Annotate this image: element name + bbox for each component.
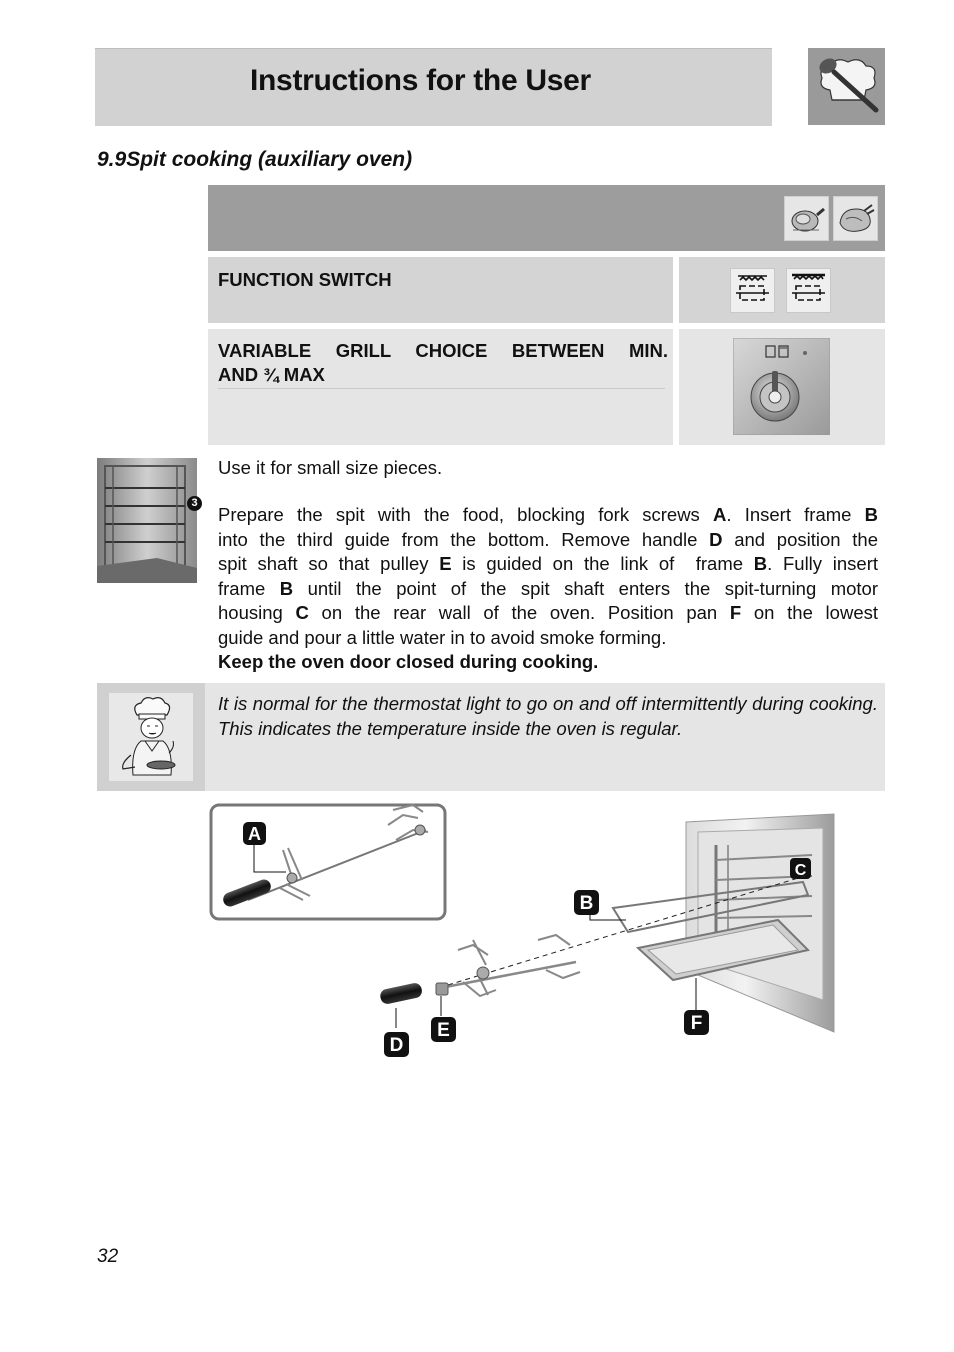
instruction-line <box>218 626 878 651</box>
callout-c-text: C <box>794 862 807 879</box>
page-title: Instructions for the User <box>250 64 591 97</box>
chicken-icon <box>833 196 878 241</box>
instruction-text: until the point of the spit shaft enters the spit-turning motor <box>293 577 878 599</box>
oven-shelf-guides-icon <box>97 458 197 583</box>
part-reference: C <box>295 602 309 623</box>
instruction-text: . Insert frame <box>726 504 865 525</box>
part-reference: B <box>753 553 768 574</box>
instruction-text: on the rear wall of the oven. Position pan <box>308 602 730 623</box>
oven-knob-icon <box>733 338 830 435</box>
instruction-line <box>218 503 878 528</box>
instruction-line <box>218 601 878 626</box>
part-reference: E <box>439 553 452 574</box>
callout-b-text: B <box>579 893 594 914</box>
part-reference: B <box>279 577 294 599</box>
instruction-text: frame <box>218 577 280 599</box>
top-grill-icon <box>730 268 775 313</box>
instruction-text: and position the <box>722 528 878 550</box>
function-switch-symbols-cell <box>679 257 885 323</box>
variable-grill-label-line1: VARIABLE GRILL CHOICE BETWEEN MIN. <box>218 340 668 361</box>
page-number: 32 <box>97 1246 119 1267</box>
part-reference: B <box>864 504 878 525</box>
divider <box>218 388 665 389</box>
callout-d-text: D <box>389 1035 404 1056</box>
instruction-line <box>218 552 878 577</box>
instruction-text: into the third guide from the bottom. Remove handle <box>218 528 710 550</box>
note-text: It is normal for the thermostat light to go on and off intermittently during cooking. This indicates the temperature inside the oven is regular. <box>218 693 878 739</box>
spit-assembly-diagram <box>208 800 848 1070</box>
part-reference: A <box>713 504 727 525</box>
instruction-text: . Fully insert <box>767 553 879 574</box>
chef-hat-spoon-icon <box>808 48 885 125</box>
instruction-text: on the lowest <box>741 602 878 623</box>
chef-icon-box <box>97 683 205 791</box>
instruction-line <box>218 577 878 602</box>
function-switch-label: FUNCTION SWITCH <box>218 269 392 290</box>
part-reference: F <box>729 602 742 623</box>
instruction-text: is guided on the link of frame <box>451 553 754 574</box>
variable-grill-label-line2: AND ¾ MAX <box>218 364 325 385</box>
instruction-text: guide and pour a little water in to avoid smoke forming. <box>218 626 667 648</box>
warning-text: Keep the oven door closed during cooking. <box>218 651 599 672</box>
instruction-text: spit shaft so that pulley <box>218 553 440 574</box>
full-grill-icon <box>786 268 831 313</box>
chef-icon <box>109 693 193 781</box>
part-reference: D <box>709 528 723 550</box>
instruction-text: Prepare the spit with the food, blocking fork screws <box>218 504 713 525</box>
instruction-line <box>218 528 878 553</box>
shelf-number-badge: 3 <box>187 496 202 511</box>
section-title: 9.9Spit cooking (auxiliary oven) <box>97 148 413 171</box>
instructions-paragraph <box>218 503 878 650</box>
meat-joint-icon <box>784 196 829 241</box>
instruction-text: housing <box>218 602 296 623</box>
intro-text: Use it for small size pieces. <box>218 457 443 478</box>
callout-a-text: A <box>248 824 261 844</box>
callout-e-text: E <box>437 1020 450 1041</box>
callout-f-text: F <box>690 1013 703 1034</box>
